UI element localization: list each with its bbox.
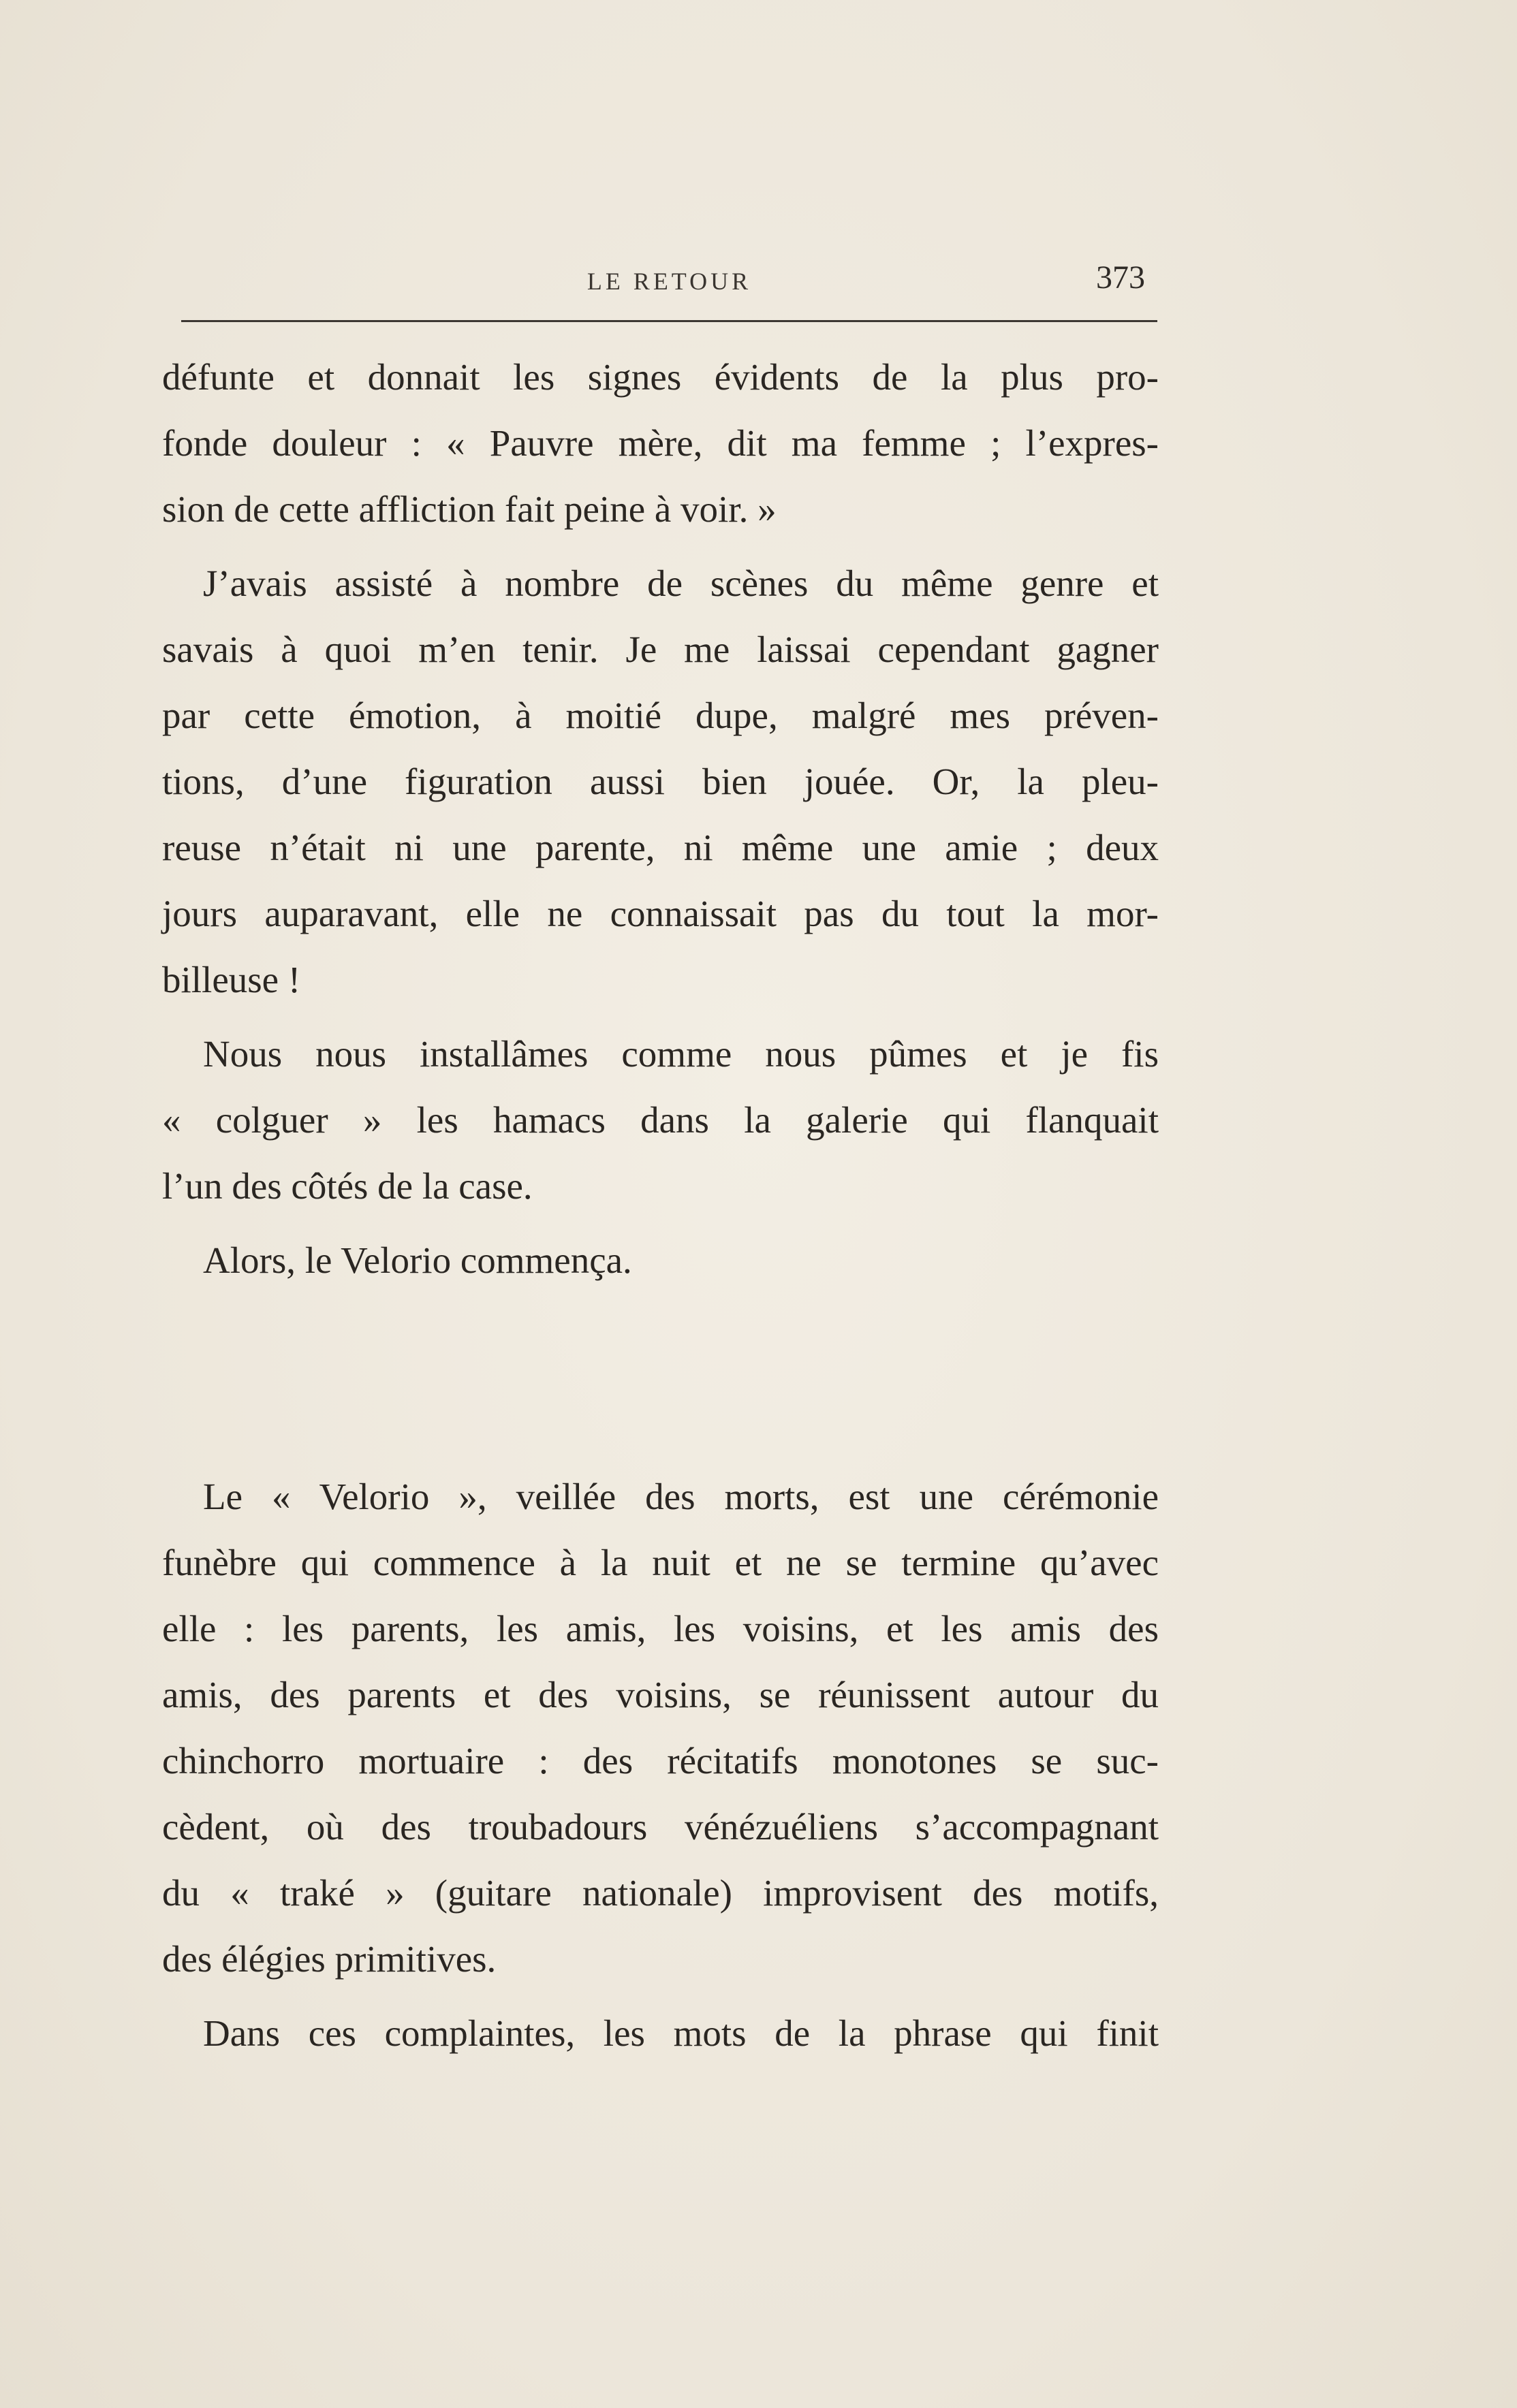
text-line: par cette émotion, à moitié dupe, malgré mes préven- bbox=[162, 695, 1159, 736]
text-line: J’avais assisté à nombre de scènes du même genre et bbox=[203, 563, 1159, 604]
text-line: du « traké » (guitare nationale) improvisent des motifs, bbox=[162, 1872, 1159, 1914]
text-line: funèbre qui commence à la nuit et ne se termine qu’avec bbox=[162, 1542, 1159, 1583]
text-line: tions, d’une figuration aussi bien jouée. Or, la pleu- bbox=[162, 761, 1159, 802]
text-line: savais à quoi m’en tenir. Je me laissai cependant gagner bbox=[162, 629, 1159, 670]
running-title: LE RETOUR bbox=[587, 268, 752, 295]
text-line: des élégies primitives. bbox=[162, 1938, 497, 1980]
text-line: billeuse ! bbox=[162, 959, 301, 1000]
text-line: l’un des côtés de la case. bbox=[162, 1165, 533, 1207]
text-line: fonde douleur : « Pauvre mère, dit ma femme ; l’expres- bbox=[162, 422, 1159, 464]
header-rule bbox=[181, 320, 1157, 322]
text-line: chinchorro mortuaire : des récitatifs monotones se suc- bbox=[162, 1740, 1159, 1781]
body-text bbox=[162, 344, 1159, 2066]
text-line: elle : les parents, les amis, les voisins, et les amis des bbox=[162, 1608, 1159, 1649]
running-head bbox=[181, 259, 1157, 306]
page-number: 373 bbox=[1096, 259, 1145, 296]
text-line: jours auparavant, elle ne connaissait pas du tout la mor- bbox=[162, 893, 1159, 934]
text-line: amis, des parents et des voisins, se réunissent autour du bbox=[162, 1674, 1159, 1715]
text-line: Alors, le Velorio commença. bbox=[203, 1239, 632, 1281]
text-line: Nous nous installâmes comme nous pûmes et je fis bbox=[203, 1033, 1159, 1075]
text-line: Le « Velorio », veillée des morts, est une cérémonie bbox=[203, 1476, 1159, 1517]
text-line: défunte et donnait les signes évidents de la plus pro- bbox=[162, 356, 1159, 398]
text-line: cèdent, où des troubadours vénézuéliens s’accompagnant bbox=[162, 1806, 1159, 1848]
text-line: sion de cette affliction fait peine à voir. » bbox=[162, 488, 777, 530]
text-line: reuse n’était ni une parente, ni même une amie ; deux bbox=[162, 827, 1159, 868]
text-line: « colguer » les hamacs dans la galerie qui flanquait bbox=[162, 1099, 1159, 1141]
text-line: Dans ces complaintes, les mots de la phrase qui finit bbox=[203, 2012, 1159, 2054]
